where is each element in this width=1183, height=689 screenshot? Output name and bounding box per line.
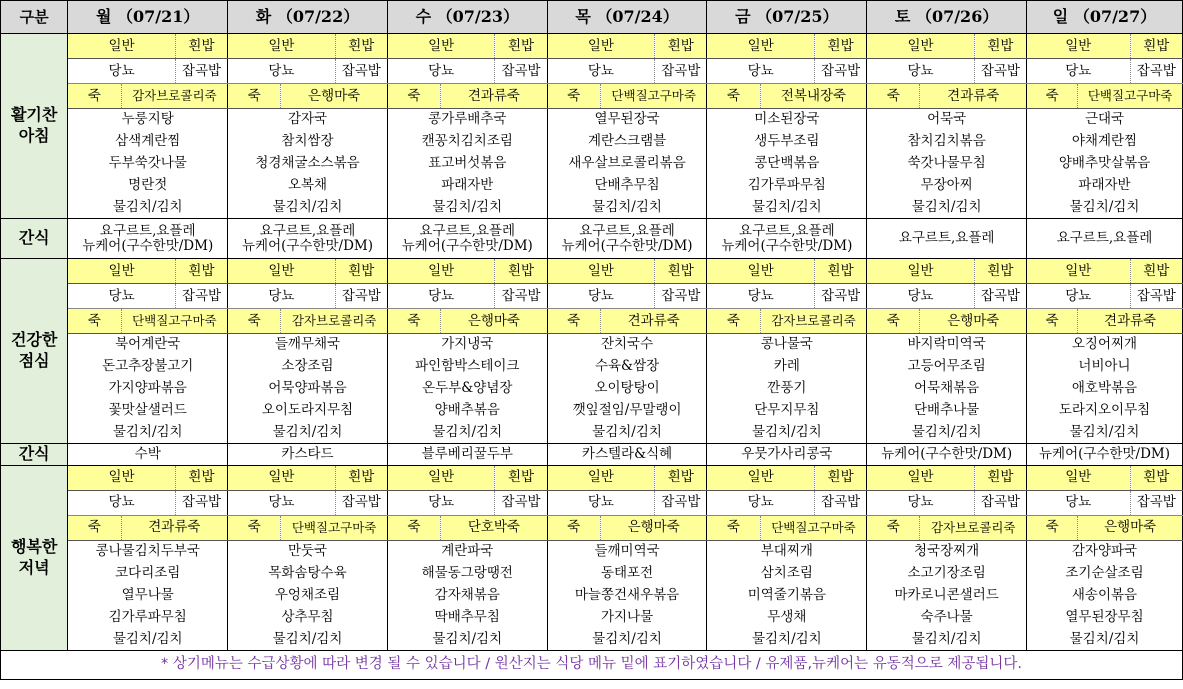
snack-item: 카스타드 [228,444,388,466]
menu-item: 새우살브로콜리볶음 [547,153,707,175]
day-header: 금 （07/25） [707,1,867,34]
diet-diabetic-label: 당뇨 [228,284,336,309]
diet-general-label: 일반 [387,259,495,284]
diet-general-label: 일반 [228,259,336,284]
snack-item: 요구르트,요플레 [867,219,1027,259]
diet-diabetic-label: 당뇨 [68,284,176,309]
menu-item: 코다리조림 [68,562,228,584]
menu-item: 삼색계란찜 [68,131,228,153]
header-category: 구분 [1,1,68,34]
menu-item: 두부쑥갓나물 [68,153,228,175]
diet-multigrain-label: 잡곡밥 [1130,59,1182,84]
menu-item: 북어계란국 [68,334,228,356]
diet-general-label: 일반 [547,465,655,490]
porridge-label: 죽 [547,515,600,540]
porridge-item: 단백질고구마죽 [281,515,388,540]
menu-item: 가지양파볶음 [68,378,228,400]
menu-item: 도라지오이무침 [1027,400,1183,422]
menu-item: 양배추맛살볶음 [1027,153,1183,175]
porridge-item: 견과류죽 [600,309,707,334]
menu-item: 물김치/김치 [547,628,707,650]
diet-general-label: 일반 [68,34,176,59]
porridge-label: 죽 [867,84,920,109]
menu-item: 가지냉국 [387,334,547,356]
diet-white-rice-label: 흰밥 [175,259,227,284]
diet-multigrain-label: 잡곡밥 [814,490,866,515]
menu-item: 파인함박스테이크 [387,356,547,378]
diet-multigrain-label: 잡곡밥 [655,490,707,515]
menu-item: 애호박볶음 [1027,378,1183,400]
diet-general-label: 일반 [547,259,655,284]
porridge-item: 단백질고구마죽 [1078,84,1183,109]
diet-diabetic-label: 당뇨 [547,59,655,84]
menu-item: 물김치/김치 [1027,628,1183,650]
menu-item: 파래자반 [387,175,547,197]
menu-item: 참치김치볶음 [867,131,1027,153]
diet-general-label: 일반 [707,259,815,284]
diet-white-rice-label: 흰밥 [814,259,866,284]
diet-multigrain-label: 잡곡밥 [335,59,387,84]
porridge-item: 감자브로콜리죽 [121,84,228,109]
porridge-label: 죽 [228,84,281,109]
snack-item: 요구르트,요플레 뉴케어(구수한맛/DM) [707,219,867,259]
diet-general-label: 일반 [707,34,815,59]
diet-multigrain-label: 잡곡밥 [655,59,707,84]
menu-item: 생두부조림 [707,131,867,153]
menu-item: 양배추볶음 [387,400,547,422]
diet-white-rice-label: 흰밥 [814,465,866,490]
diet-general-label: 일반 [228,34,336,59]
porridge-item: 견과류죽 [121,515,228,540]
snack-item: 우뭇가사리콩국 [707,444,867,466]
diet-diabetic-label: 당뇨 [867,59,975,84]
diet-white-rice-label: 흰밥 [335,465,387,490]
snack-item: 뉴케어(구수한맛/DM) [867,444,1027,466]
porridge-item: 은행마죽 [1078,515,1183,540]
diet-diabetic-label: 당뇨 [1027,59,1131,84]
diet-white-rice-label: 흰밥 [335,259,387,284]
menu-item: 물김치/김치 [228,197,388,219]
diet-general-label: 일반 [547,34,655,59]
snack-section-title: 간식 [1,219,68,259]
diet-diabetic-label: 당뇨 [707,59,815,84]
diet-diabetic-label: 당뇨 [707,490,815,515]
diet-multigrain-label: 잡곡밥 [335,284,387,309]
diet-diabetic-label: 당뇨 [228,59,336,84]
menu-item: 부대찌개 [707,540,867,562]
diet-multigrain-label: 잡곡밥 [655,284,707,309]
menu-item: 콩가루배추국 [387,109,547,131]
menu-item: 물김치/김치 [707,422,867,444]
menu-item: 감자채볶음 [387,584,547,606]
diet-white-rice-label: 흰밥 [495,259,547,284]
diet-multigrain-label: 잡곡밥 [974,284,1026,309]
diet-multigrain-label: 잡곡밥 [974,490,1026,515]
menu-item: 김가루파무침 [707,175,867,197]
day-header: 수 （07/23） [387,1,547,34]
porridge-item: 은행마죽 [441,309,548,334]
menu-item: 물김치/김치 [547,422,707,444]
menu-item: 무장아찌 [867,175,1027,197]
menu-item: 오징어찌개 [1027,334,1183,356]
breakfast-section-title: 활기찬 아침 [1,34,68,219]
menu-item: 야채계란찜 [1027,131,1183,153]
diet-white-rice-label: 흰밥 [335,34,387,59]
menu-item: 물김치/김치 [228,628,388,650]
menu-item: 가지나물 [547,606,707,628]
menu-item: 누룽지탕 [68,109,228,131]
porridge-item: 감자브로콜리죽 [760,309,867,334]
diet-diabetic-label: 당뇨 [867,490,975,515]
menu-item: 오복채 [228,175,388,197]
menu-item: 근대국 [1027,109,1183,131]
menu-item: 해물동그랑땡전 [387,562,547,584]
porridge-item: 감자브로콜리죽 [920,515,1027,540]
porridge-label: 죽 [547,309,600,334]
snack-item: 요구르트,요플레 뉴케어(구수한맛/DM) [387,219,547,259]
menu-item: 새송이볶음 [1027,584,1183,606]
menu-item: 명란젓 [68,175,228,197]
porridge-item: 견과류죽 [1078,309,1183,334]
menu-item: 동태포전 [547,562,707,584]
menu-item: 마늘쫑건새우볶음 [547,584,707,606]
lunch-section-title: 건강한 점심 [1,259,68,444]
porridge-label: 죽 [867,309,920,334]
porridge-item: 은행마죽 [600,515,707,540]
menu-item: 단배추무침 [547,175,707,197]
diet-multigrain-label: 잡곡밥 [495,284,547,309]
menu-item: 단배추나물 [867,400,1027,422]
diet-multigrain-label: 잡곡밥 [175,59,227,84]
menu-item: 잔치국수 [547,334,707,356]
menu-item: 어묵채볶음 [867,378,1027,400]
diet-diabetic-label: 당뇨 [707,284,815,309]
porridge-label: 죽 [387,309,440,334]
porridge-item: 견과류죽 [441,84,548,109]
menu-item: 만둣국 [228,540,388,562]
menu-item: 꽃맛살샐러드 [68,400,228,422]
diet-white-rice-label: 흰밥 [495,465,547,490]
menu-item: 콩단백볶음 [707,153,867,175]
diet-diabetic-label: 당뇨 [387,490,495,515]
porridge-label: 죽 [228,309,281,334]
diet-general-label: 일반 [228,465,336,490]
diet-multigrain-label: 잡곡밥 [1130,284,1182,309]
diet-multigrain-label: 잡곡밥 [814,59,866,84]
menu-item: 물김치/김치 [707,197,867,219]
menu-item: 단무지무침 [707,400,867,422]
menu-item: 물김치/김치 [228,422,388,444]
diet-white-rice-label: 흰밥 [495,34,547,59]
diet-general-label: 일반 [387,465,495,490]
diet-white-rice-label: 흰밥 [655,465,707,490]
diet-general-label: 일반 [867,34,975,59]
menu-item: 너비아니 [1027,356,1183,378]
menu-item: 청경채굴소스볶음 [228,153,388,175]
diet-diabetic-label: 당뇨 [547,284,655,309]
porridge-item: 은행마죽 [281,84,388,109]
menu-item: 콩나물국 [707,334,867,356]
diet-white-rice-label: 흰밥 [974,259,1026,284]
porridge-item: 단백질고구마죽 [121,309,228,334]
porridge-item: 감자브로콜리죽 [281,309,388,334]
menu-item: 오이탕탕이 [547,378,707,400]
menu-item: 물김치/김치 [1027,422,1183,444]
diet-white-rice-label: 흰밥 [1130,34,1182,59]
menu-item: 물김치/김치 [387,628,547,650]
menu-item: 콩나물김치두부국 [68,540,228,562]
diet-white-rice-label: 흰밥 [175,34,227,59]
diet-white-rice-label: 흰밥 [175,465,227,490]
porridge-label: 죽 [68,84,121,109]
menu-item: 목화솜탕수육 [228,562,388,584]
diet-general-label: 일반 [867,259,975,284]
menu-item: 파래자반 [1027,175,1183,197]
menu-item: 물김치/김치 [68,422,228,444]
diet-multigrain-label: 잡곡밥 [495,59,547,84]
porridge-label: 죽 [387,515,440,540]
snack-item: 요구르트,요플레 뉴케어(구수한맛/DM) [547,219,707,259]
porridge-label: 죽 [68,515,121,540]
menu-item: 물김치/김치 [867,628,1027,650]
menu-item: 어묵양파볶음 [228,378,388,400]
menu-item: 물김치/김치 [1027,197,1183,219]
porridge-label: 죽 [707,515,760,540]
menu-item: 열무된장국 [547,109,707,131]
day-header: 토 （07/26） [867,1,1027,34]
diet-general-label: 일반 [68,259,176,284]
porridge-item: 단백질고구마죽 [760,515,867,540]
snack-item: 블루베리꿀두부 [387,444,547,466]
menu-item: 고등어무조림 [867,356,1027,378]
diet-multigrain-label: 잡곡밥 [495,490,547,515]
menu-item: 열무나물 [68,584,228,606]
diet-general-label: 일반 [1027,34,1131,59]
porridge-item: 견과류죽 [920,84,1027,109]
day-header: 목 （07/24） [547,1,707,34]
porridge-item: 단백질고구마죽 [600,84,707,109]
snack-item: 뉴케어(구수한맛/DM) [1027,444,1183,466]
menu-item: 오이도라지무침 [228,400,388,422]
menu-item: 상추무침 [228,606,388,628]
menu-item: 김가루파무침 [68,606,228,628]
diet-diabetic-label: 당뇨 [387,59,495,84]
diet-white-rice-label: 흰밥 [655,259,707,284]
menu-item: 열무된장무침 [1027,606,1183,628]
porridge-label: 죽 [1027,515,1078,540]
menu-item: 참치쌈장 [228,131,388,153]
diet-white-rice-label: 흰밥 [655,34,707,59]
porridge-item: 전복내장죽 [760,84,867,109]
menu-item: 우엉채조림 [228,584,388,606]
snack-item: 카스텔라&식혜 [547,444,707,466]
diet-diabetic-label: 당뇨 [68,490,176,515]
menu-item: 물김치/김치 [387,422,547,444]
diet-multigrain-label: 잡곡밥 [175,284,227,309]
diet-diabetic-label: 당뇨 [867,284,975,309]
menu-item: 표고버섯볶음 [387,153,547,175]
porridge-label: 죽 [1027,84,1078,109]
diet-general-label: 일반 [867,465,975,490]
menu-item: 계란스크램블 [547,131,707,153]
porridge-label: 죽 [68,309,121,334]
porridge-label: 죽 [228,515,281,540]
footer-note: * 상기메뉴는 수급상황에 따라 변경 될 수 있습니다 / 원산지는 식당 메뉴 밑에 표기하였습니다 / 유제품,뉴케어는 유동적으로 제공됩니다. [1,650,1183,679]
menu-item: 미소된장국 [707,109,867,131]
diet-white-rice-label: 흰밥 [974,465,1026,490]
menu-item: 물김치/김치 [707,628,867,650]
diet-general-label: 일반 [1027,259,1131,284]
diet-diabetic-label: 당뇨 [1027,284,1131,309]
diet-multigrain-label: 잡곡밥 [335,490,387,515]
menu-item: 딱배추무침 [387,606,547,628]
snack-item: 요구르트,요플레 뉴케어(구수한맛/DM) [68,219,228,259]
menu-item: 어묵국 [867,109,1027,131]
menu-item: 들깨무채국 [228,334,388,356]
diet-multigrain-label: 잡곡밥 [814,284,866,309]
porridge-label: 죽 [1027,309,1078,334]
snack-item: 요구르트,요플레 [1027,219,1183,259]
porridge-label: 죽 [707,84,760,109]
menu-item: 깐풍기 [707,378,867,400]
menu-item: 돈고추장불고기 [68,356,228,378]
menu-item: 물김치/김치 [547,197,707,219]
day-header: 화 （07/22） [228,1,388,34]
day-header: 일 （07/27） [1027,1,1183,34]
menu-item: 바지락미역국 [867,334,1027,356]
diet-white-rice-label: 흰밥 [1130,465,1182,490]
menu-item: 물김치/김치 [867,197,1027,219]
snack-section-title: 간식 [1,444,68,466]
diet-general-label: 일반 [1027,465,1131,490]
menu-item: 물김치/김치 [387,197,547,219]
snack-item: 수박 [68,444,228,466]
snack-item: 요구르트,요플레 뉴케어(구수한맛/DM) [228,219,388,259]
diet-general-label: 일반 [707,465,815,490]
menu-item: 숙주나물 [867,606,1027,628]
diet-diabetic-label: 당뇨 [228,490,336,515]
menu-item: 캔꽁치김치조림 [387,131,547,153]
diet-white-rice-label: 흰밥 [1130,259,1182,284]
diet-diabetic-label: 당뇨 [387,284,495,309]
menu-item: 깻잎절임/무말랭이 [547,400,707,422]
porridge-label: 죽 [547,84,600,109]
menu-item: 삼치조림 [707,562,867,584]
menu-item: 소장조림 [228,356,388,378]
porridge-label: 죽 [387,84,440,109]
diet-multigrain-label: 잡곡밥 [974,59,1026,84]
diet-diabetic-label: 당뇨 [1027,490,1131,515]
menu-item: 카레 [707,356,867,378]
menu-item: 미역줄기볶음 [707,584,867,606]
diet-diabetic-label: 당뇨 [547,490,655,515]
menu-item: 물김치/김치 [68,628,228,650]
menu-item: 물김치/김치 [68,197,228,219]
menu-item: 들깨미역국 [547,540,707,562]
dinner-section-title: 행복한 저녁 [1,465,68,650]
menu-item: 청국장찌개 [867,540,1027,562]
diet-white-rice-label: 흰밥 [814,34,866,59]
diet-multigrain-label: 잡곡밥 [175,490,227,515]
menu-item: 소고기장조림 [867,562,1027,584]
menu-item: 마카로니콘샐러드 [867,584,1027,606]
porridge-item: 단호박죽 [441,515,548,540]
diet-diabetic-label: 당뇨 [68,59,176,84]
menu-item: 계란파국 [387,540,547,562]
menu-item: 감자국 [228,109,388,131]
diet-general-label: 일반 [387,34,495,59]
menu-item: 감자양파국 [1027,540,1183,562]
diet-general-label: 일반 [68,465,176,490]
menu-item: 온두부&양념장 [387,378,547,400]
menu-item: 쑥갓나물무침 [867,153,1027,175]
day-header: 월 （07/21） [68,1,228,34]
diet-multigrain-label: 잡곡밥 [1130,490,1182,515]
porridge-label: 죽 [707,309,760,334]
diet-white-rice-label: 흰밥 [974,34,1026,59]
menu-item: 물김치/김치 [867,422,1027,444]
menu-item: 수육&쌈장 [547,356,707,378]
menu-item: 조기순살조림 [1027,562,1183,584]
porridge-label: 죽 [867,515,920,540]
porridge-item: 은행마죽 [920,309,1027,334]
menu-item: 무생채 [707,606,867,628]
